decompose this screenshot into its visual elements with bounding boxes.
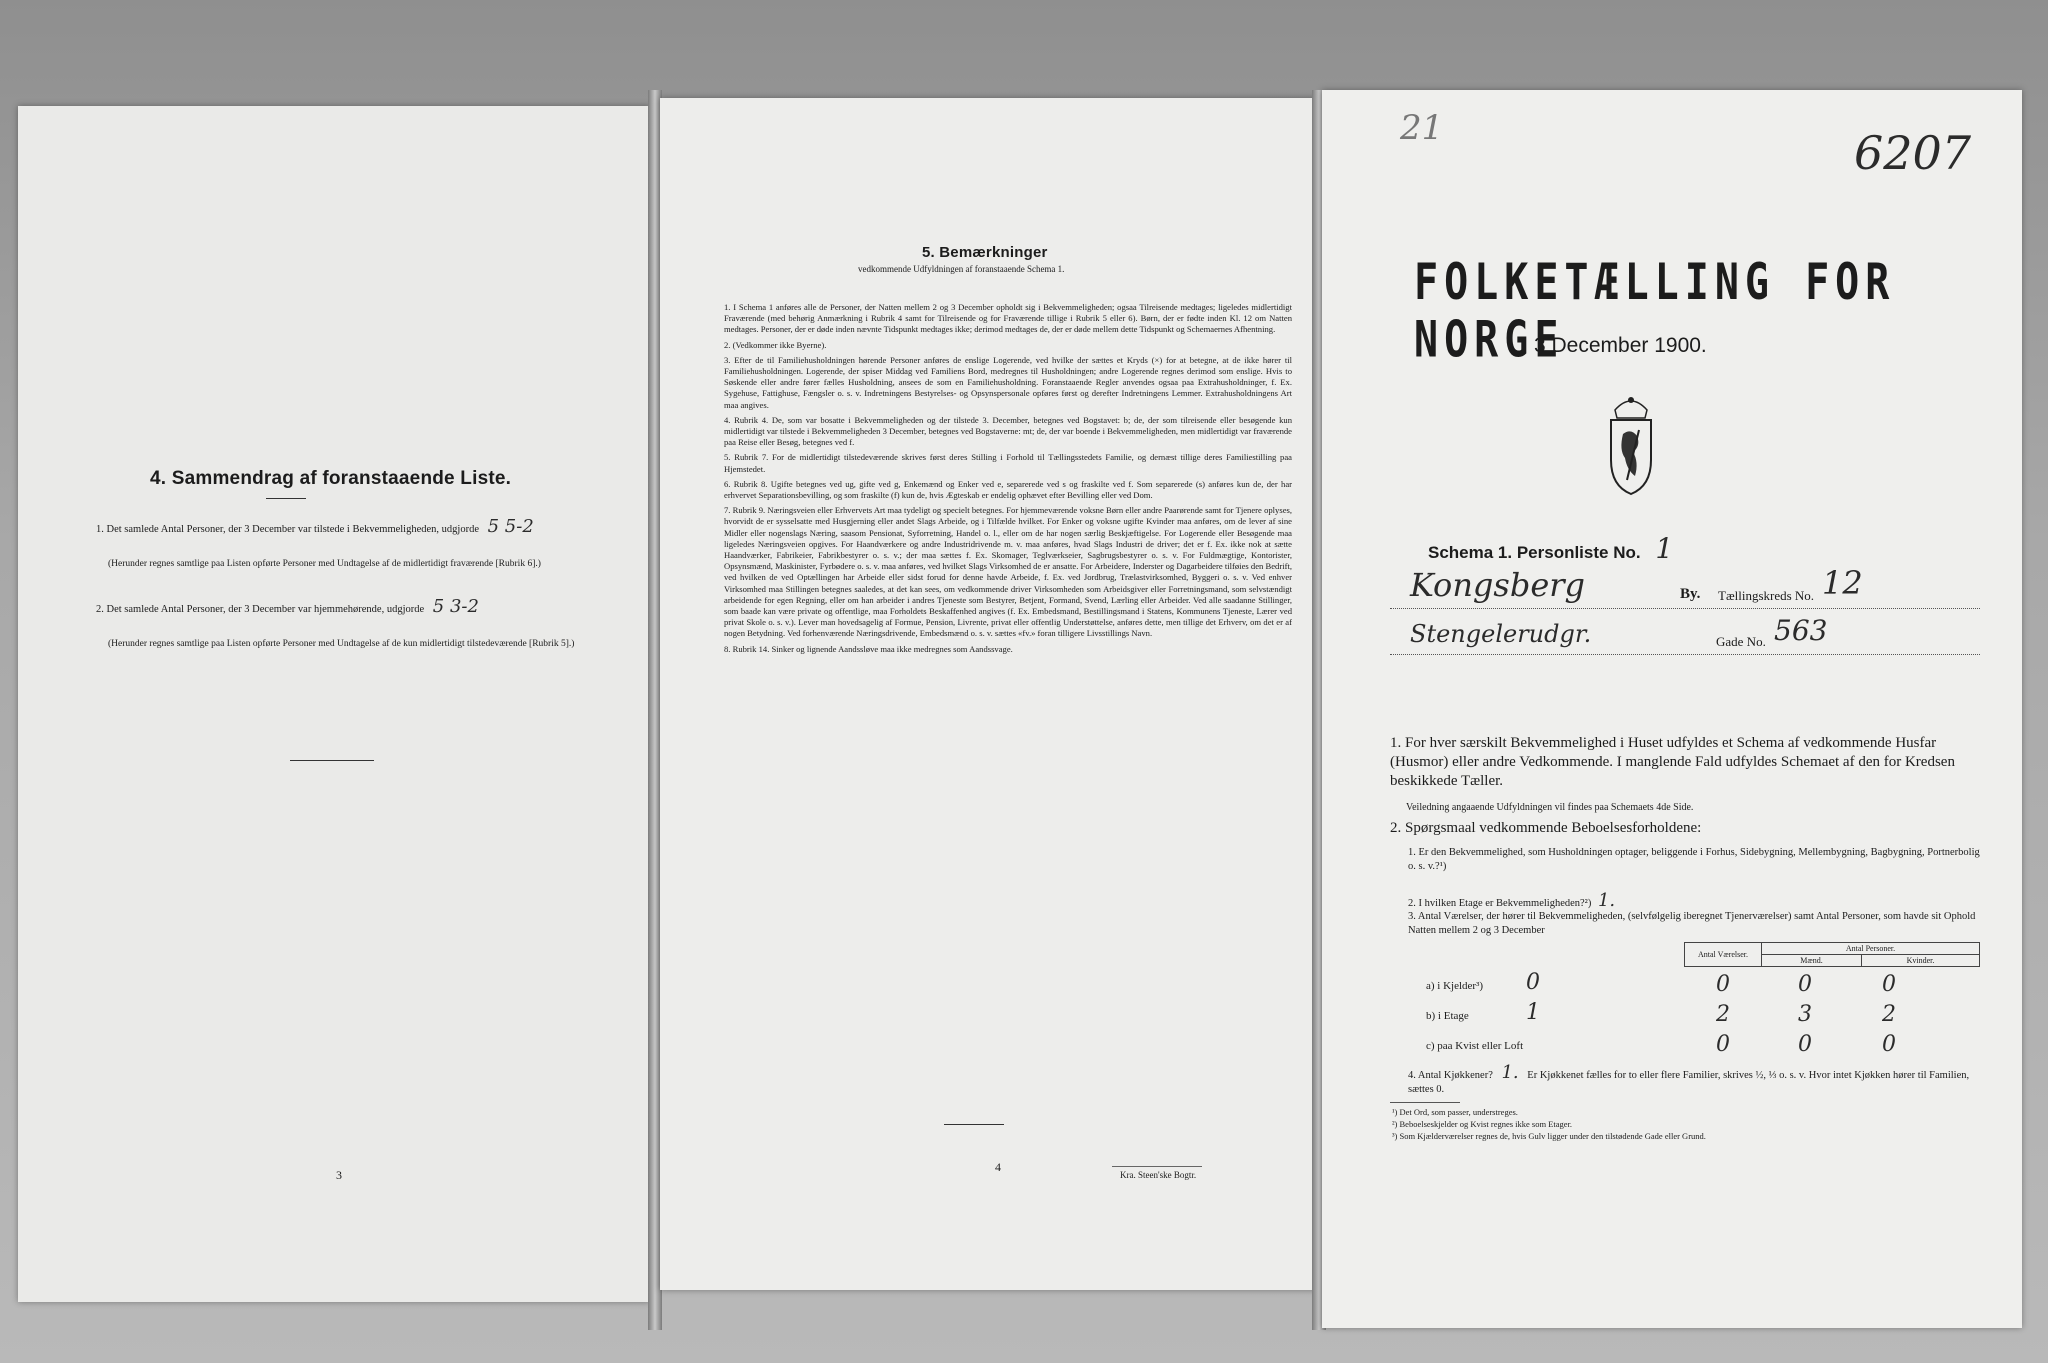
women-header: Kvinder. xyxy=(1861,955,1979,967)
remark-7: 7. Rubrik 9. Næringsveien eller Erhvervets Art maa tydeligt og specielt betegnes. For hjemmeværende voksne Børn eller andre Paarørende samt for Tjenere oplyses, hvorvidt de er sysselsatte med Husgjerning eller andet Slags Arbeide, og i Tilfælde hvilket. For Enker og voksne ugifte Kvinder maa anføres, om de lever af sine Midler eller nogenslags Næring, saasom Pensionat, Syforretning, Handel o. l., eller om de har nogen særlig Beskjæftigelse. For Logerende eller Besøgende maa ligeledes Næringsveien opgives. For Haandværkere og andre Industridrivende m. v. maa anføres, hvad Slags Industri de driver; det er f. Ex. ikke nok at sætte Haandværker, Fabrikeier, Fabrikbestyrer o. s. v.; der maa sættes f. Ex. Skomager, Teglværkseier, Sagbrugsbestyrer o. s. v. For Fuldmægtige, Kontorister, Opsynsmænd, Maskinister, Fyrbødere o. s. v. maa anføres, ved hvilket Slags Virksomhed de er ansatte. For Arbeidere, Inderster og Dagarbeidere tilføies den Bedrift, ved hvilken de ved Optællingen har Arbeide eller sidst forud for denne havde Arbeide, f. Ex. ved Jordbrug, Trælastvirksomhed, Byggeri o. s. v. Ved enhver Virksomhed maa Stillingen betegnes saaledes, at det kan sees, om vedkommende driver Virksomheden som Arbeidsgiver eller Forretningsmand, som selvstændigt arbeidende for egen Regning, eller om han arbeider i andres Tjeneste som Bestyrer, Betjent, Formand, Svend, Lærling eller Arbeider. Ved alle saadanne Stillinger, som baade kan være private og offentlige, maa Forholdets Beskaffenhed angives (f. Ex. Embedsmand, Bestillingsmand i Statens, Kommunens Tjeneste, Lærer ved privat Skole o. s. v.). Lever man hovedsagelig af Formue, Pension, Livrente, privat eller offentlig Understøttelse, anføres dette, men tillige det Erhverv, om det er af nogen Betydning. Ved forhenværende Næringsdrivende, Embedsmænd o. s. v. sættes «fv.» foran tilligere Livsstillings Navn. xyxy=(724,505,1292,639)
row-handwritten: 0 xyxy=(1526,970,1540,995)
question-4 xyxy=(1408,1062,1980,1097)
footnotes xyxy=(1392,1106,1706,1142)
page-3 xyxy=(18,106,650,1302)
city-label: By. xyxy=(1680,586,1701,602)
footnote-3: ³) Som Kjælderværelser regnes de, hvis Gulv ligger under den tilstødende Gade eller Grund. xyxy=(1392,1131,1706,1141)
district-label: Tællingskreds No. xyxy=(1718,588,1815,603)
city-handwritten: Kongsberg xyxy=(1410,566,1586,604)
schema-label: Schema 1. Personliste No. xyxy=(1428,543,1641,562)
instruction-1-note: Veiledning angaaende Udfyldningen vil findes paa Schemaets 4de Side. xyxy=(1406,802,1694,813)
street-line xyxy=(1390,614,1980,655)
row-label: b) i Etage xyxy=(1426,1010,1469,1022)
instruction-1: 1. For hver særskilt Bekvemmelighed i Huset udfyldes et Schema af vedkommende Husfar (Husmor) eller andre Vedkommende. I manglende Fald udfyldes Schemaet af den for Kredsen beskikkede Tæller. xyxy=(1390,735,1955,789)
row-handwritten: 1 xyxy=(1526,1000,1540,1025)
archive-number: 6207 xyxy=(1854,126,1972,180)
remark-2: 2. (Vedkommer ikke Byerne). xyxy=(724,339,827,350)
question-2-handwritten: 1. xyxy=(1597,890,1616,911)
district-handwritten: 12 xyxy=(1822,564,1863,602)
row-men: 3 xyxy=(1798,1002,1812,1027)
question-3: 3. Antal Værelser, der hører til Bekvemmeligheden, (selvfølgelig iberegnet Tjenerværelser) samt Antal Personer, som havde sit Ophold Natten mellem 2 og 3 December xyxy=(1408,911,1976,936)
street-handwritten: Stengelerudgr. xyxy=(1410,620,1592,648)
remarks-list xyxy=(724,302,1292,655)
remark-8: 8. Rubrik 14. Sinker og lignende Aandssløve maa ikke medregnes som Aandssvage. xyxy=(724,643,1013,654)
street-label: Gade No. xyxy=(1716,634,1766,649)
row-rooms: 2 xyxy=(1716,1002,1730,1027)
row-floor xyxy=(1426,1000,1986,1040)
row-men: 0 xyxy=(1798,1032,1812,1057)
row-rooms: 0 xyxy=(1716,1032,1730,1057)
form-title: FOLKETÆLLING FOR NORGE xyxy=(1414,254,1896,369)
remark-1: 1. I Schema 1 anføres alle de Personer, der Natten mellem 2 og 3 December opholdt sig i Bekvemmeligheden; ogsaa Tilreisende medtages; ligeledes midlertidigt Fraværende (med behørig Anmærkning i Rubrik 4 samt for Tilreisende og for Fraværende tillige i Rubrik 5 eller 6). Børn, der er fødte inden Kl. 12 om Natten medtages. Personer, der er døde inden nævnte Tidspunkt medtages ikke; derimod medtages de, der er døde mellem dette Tidspunkt og Schemaernes Afhentning. xyxy=(724,302,1292,335)
item1-note: (Herunder regnes samtlige paa Listen opførte Personer med Undtagelse af de midlertidigt fraværende [Rubrik 6].) xyxy=(108,559,541,569)
printer-rule xyxy=(1112,1166,1202,1167)
footnote-rule xyxy=(1390,1102,1460,1103)
remark-6: 6. Rubrik 8. Ugifte betegnes ved ug, gifte ved g, Enkemænd og Enker ved e, separerede ved s og fraskilte ved f. Som separerede (s) anføres kun de, der har erhvervet Separationsbevilling, og som fraskilte (f) kun de, hvis Ægteskab er endelig ophævet efter Bevilling eller ved Dom. xyxy=(724,478,1292,501)
row-women: 0 xyxy=(1882,972,1896,997)
rooms-header: Antal Værelser. xyxy=(1685,943,1762,967)
row-women: 0 xyxy=(1882,1032,1896,1057)
summary-item-1 xyxy=(96,516,616,537)
item2-handwritten: 5 3-2 xyxy=(432,596,479,617)
question-4-note: Er Kjøkkenet fælles for to eller flere Familier, skrives ½, ⅓ o. s. v. Hvor intet Kjøkken hører til Familien, sættes 0. xyxy=(1408,1070,1970,1095)
question-2 xyxy=(1408,890,1615,911)
street-number-handwritten: 563 xyxy=(1774,614,1828,647)
instruction-2: 2. Spørgsmaal vedkommende Beboelsesforholdene: xyxy=(1390,820,1702,836)
item1-handwritten: 5 5-2 xyxy=(487,516,534,537)
page-4 xyxy=(660,98,1320,1290)
corner-number-left: 21 xyxy=(1400,108,1444,148)
persons-header: Antal Personer. xyxy=(1762,943,1980,955)
footnote-1: ¹) Det Ord, som passer, understreges. xyxy=(1392,1107,1518,1117)
row-women: 2 xyxy=(1882,1002,1896,1027)
question-2-text: 2. I hvilken Etage er Bekvemmeligheden?²) xyxy=(1408,898,1592,909)
row-label: c) paa Kvist eller Loft xyxy=(1426,1040,1524,1052)
summary-item-2 xyxy=(96,596,616,617)
closing-rule xyxy=(290,760,374,761)
page-number: 3 xyxy=(336,1168,342,1182)
question-4-text: 4. Antal Kjøkkener? xyxy=(1408,1070,1493,1081)
section-4-heading: 4. Sammendrag af foranstaaende Liste. xyxy=(150,468,512,489)
closing-rule xyxy=(944,1124,1004,1125)
item2-text: 2. Det samlede Antal Personer, der 3 December var hjemmehørende, udgjorde xyxy=(96,604,425,615)
row-men: 0 xyxy=(1798,972,1812,997)
question-4-handwritten: 1. xyxy=(1501,1062,1519,1083)
section-5-heading: 5. Bemærkninger xyxy=(922,244,1048,261)
section-5-subheading: vedkommende Udfyldningen af foranstaaende Schema 1. xyxy=(858,264,1065,274)
remark-5: 5. Rubrik 7. For de midlertidigt tilstedeværende skrives først deres Stilling i Forhold til Tællingsstedets Familie, og dernæst tillige deres Familiestilling paa Hjemstedet. xyxy=(724,452,1292,474)
item2-note: (Herunder regnes samtlige paa Listen opførte Personer med Undtagelse af de kun midlertidigt tilstedeværende [Rubrik 5].) xyxy=(108,639,575,649)
men-header: Mænd. xyxy=(1762,955,1862,967)
row-attic xyxy=(1426,1032,1986,1064)
row-cellar xyxy=(1426,970,1986,1010)
rooms-table xyxy=(1684,942,1980,967)
census-date: 3 December 1900. xyxy=(1534,334,1707,357)
row-rooms: 0 xyxy=(1716,972,1730,997)
printer-credit: Kra. Steen'ske Bogtr. xyxy=(1120,1170,1197,1180)
rooms-rows xyxy=(1426,970,1986,1064)
item1-text: 1. Det samlede Antal Personer, der 3 December var tilstede i Bekvemmeligheden, udgjorde xyxy=(96,524,479,535)
page-1 xyxy=(1322,90,2022,1328)
remark-4: 4. Rubrik 4. De, som var bosatte i Bekvemmeligheden og der tilstede 3. December, betegnes ved Bogstavet: b; de, der som tilreisende eller besøgende kun midlertidigt var tilstede i Bekvemmeligheden 3 December, betegnes ved Bogstaverne: mt; de, der var boende i Bekvemmeligheden, men midlertidigt var fraværende paa Reise eller Besøg, betegnes ved f. xyxy=(724,414,1292,448)
page-number: 4 xyxy=(995,1160,1001,1174)
schema-number-handwritten: 1 xyxy=(1655,532,1674,565)
remark-3: 3. Efter de til Familiehusholdningen hørende Personer anføres de enslige Logerende, ved hvilke der sættes et Kryds (×) for at betegne, at de ikke hører til Familiehusholdningen. Logerende, der spiser Middag ved Familiens Bord, medregnes til Husholdningen; andre Logerende regnes derimod som enslige. Hvis to Søskende eller andre fører fælles Husholdning, ansees de som en Familiehusholdning. Foranstaaende Regler anvendes ogsaa paa Extrahusholdninger, f. Ex. Sygehuse, Fattighuse, Fængsler o. s. v. Indretningens Bestyrelses- og Opsynspersonale opføres først og derefter Indretningens Lemmer. Extrahusholdningens Art maa angives. xyxy=(724,354,1292,410)
schema-line xyxy=(1428,532,1673,565)
footnote-2: ²) Beboelseskjelder og Kvist regnes ikke som Etager. xyxy=(1392,1119,1573,1129)
heading-rule xyxy=(266,498,306,499)
norway-coat-of-arms-icon xyxy=(1605,390,1657,498)
question-1: 1. Er den Bekvemmelighed, som Husholdningen optager, beliggende i Forhus, Sidebygning, Mellembygning, Bagbygning, Portnerbolig o. s. v.?¹) xyxy=(1408,847,1980,872)
row-label: a) i Kjelder³) xyxy=(1426,980,1484,992)
city-line xyxy=(1390,564,1980,609)
